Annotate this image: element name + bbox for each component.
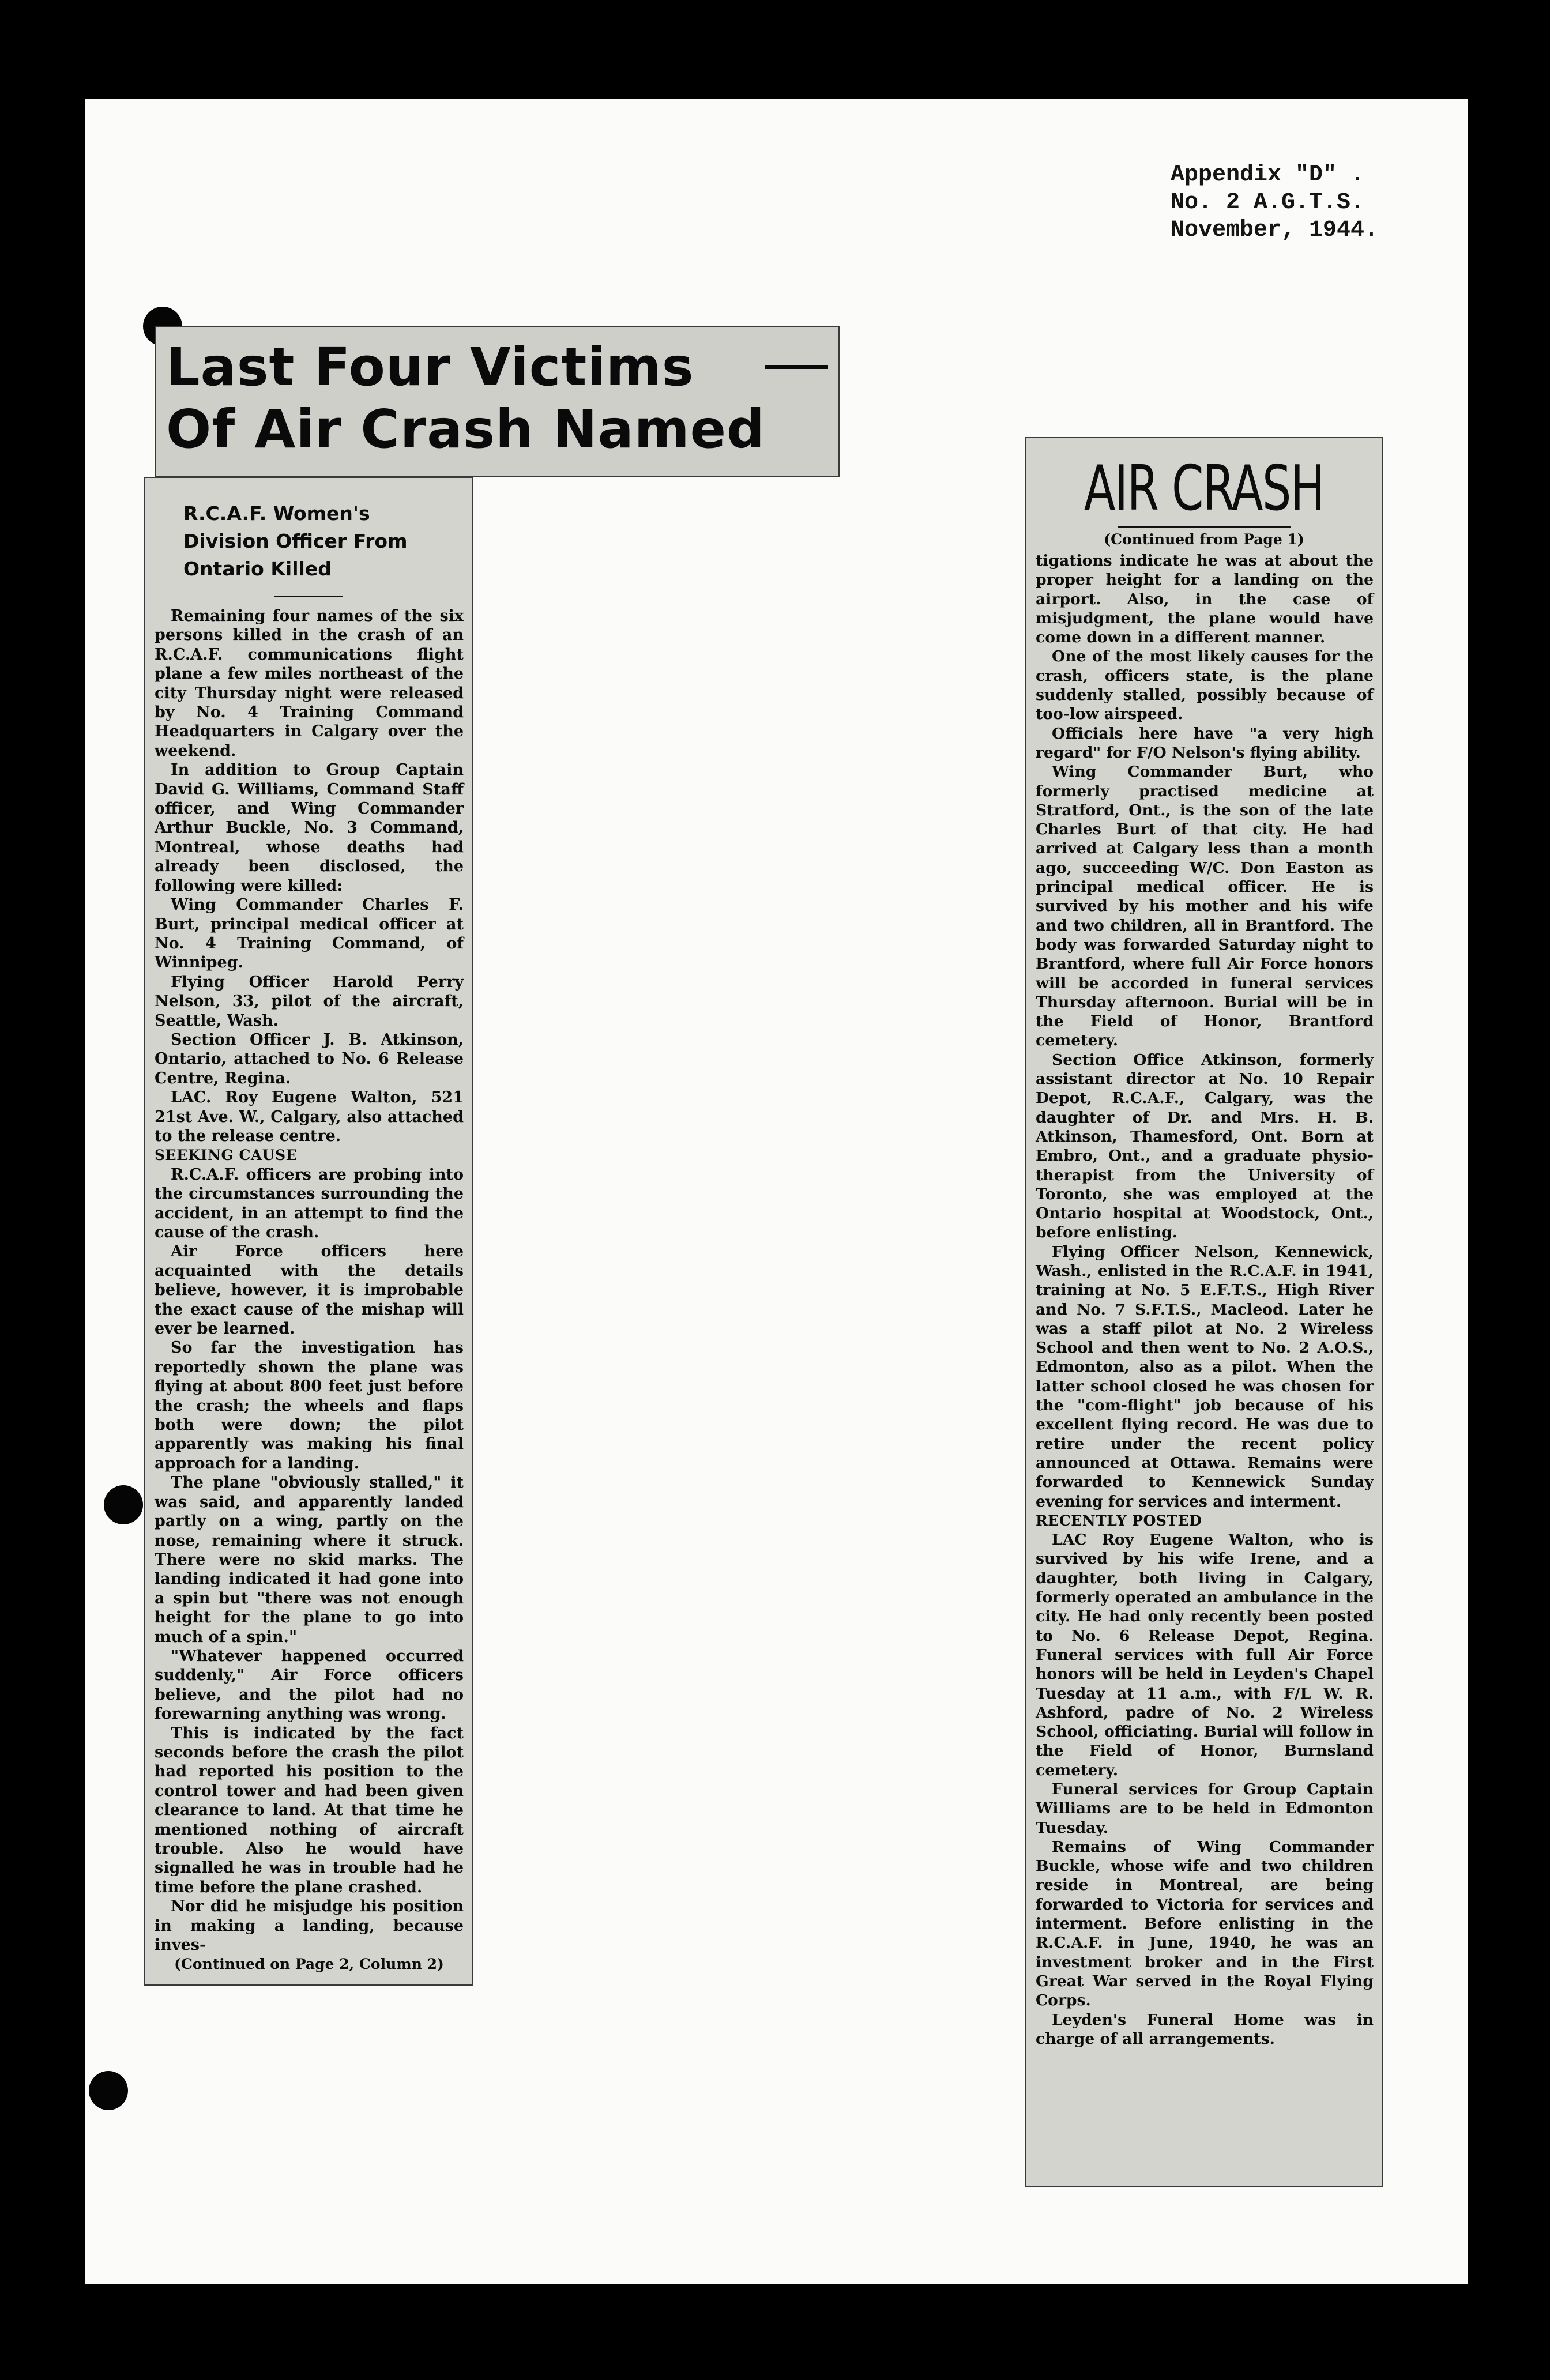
left-paragraph: Nor did he misjudge his position in making a landing, because inves-	[155, 1897, 464, 1955]
left-paragraph: Section Officer J. B. Atkinson, Ontario, attached to No. 6 Release Centre, Regina.	[155, 1030, 464, 1087]
appendix-line-1: Appendix "D" .	[1171, 162, 1365, 188]
right-paragraph: Funeral services for Group Captain Williams are to be held in Edmonton Tuesday.	[1036, 1780, 1374, 1837]
appendix-line-3: November, 1944.	[1171, 217, 1379, 243]
right-headline: AIR CRASH	[1084, 453, 1325, 525]
left-article-body	[144, 477, 473, 1986]
deck-rule	[274, 596, 343, 597]
left-paragraph: Wing Commander Charles F. Burt, principal medical officer at No. 4 Training Command, of Winnipeg.	[155, 896, 464, 972]
left-paragraph: In addition to Group Captain David G. Williams, Command Staff officer, and Wing Commander Arthur Buckle, No. 3 Command, Montreal, whose deaths had already been disclosed, the following were killed:	[155, 761, 464, 895]
punch-hole-4	[104, 1485, 143, 1524]
right-headline-rule	[1118, 526, 1291, 528]
right-paragraph: Section Office Atkinson, formerly assistant director at No. 10 Repair Depot, R.C.A.F., Calgary, was the daughter of Dr. and Mrs. H. B. Atkinson, Thamesford, Ont. Born at Embro, Ont., and a graduate physio-therapist from the University of Toronto, she was employed at the Ontario hospital at Woodstock, Ont., before enlisting.	[1036, 1050, 1374, 1242]
left-deck: R.C.A.F. Women's Division Officer From Ontario Killed	[183, 502, 408, 580]
right-article	[1025, 437, 1383, 2187]
right-paragraph: Remains of Wing Commander Buckle, whose wife and two children reside in Montreal, are being forwarded to Victoria for services and interment. Before enlisting in the R.C.A.F. in June, 1940, he was an investment broker and in the First Great War served in the Royal Flying Corps.	[1036, 1837, 1374, 2010]
left-subhead: SEEKING CAUSE	[155, 1147, 298, 1164]
right-paragraph: tigations indicate he was at about the proper height for a landing on the airport. Also, in the case of misjudgment, the plane would have come down in a different manner.	[1036, 552, 1374, 647]
left-paragraph: Remaining four names of the six persons killed in the crash of an R.C.A.F. communications flight plane a few miles northeast of the city Thursday night were released by No. 4 Training Command Headquarters in Calgary over the weekend.	[155, 607, 464, 760]
left-headline-line-1: Last Four Victims	[166, 336, 694, 398]
left-paragraph: LAC. Roy Eugene Walton, 521 21st Ave. W., Calgary, also attached to the release centre.	[155, 1089, 464, 1145]
appendix-line-2: No. 2 A.G.T.S.	[1171, 190, 1365, 216]
left-headline-line-2: Of Air Crash Named	[166, 398, 765, 460]
right-paragraph: Leyden's Funeral Home was in charge of all arrangements.	[1036, 2010, 1374, 2048]
left-paragraph: Flying Officer Harold Perry Nelson, 33, pilot of the aircraft, Seattle, Wash.	[155, 973, 464, 1030]
left-headline-box	[155, 326, 840, 477]
right-continued-label: (Continued from Page 1)	[1104, 531, 1304, 548]
left-text-column	[144, 607, 473, 1974]
right-paragraph: Flying Officer Nelson, Kennewick, Wash., enlisted in the R.C.A.F. in 1941, training at No. 5 E.F.T.S., High River and No. 7 S.F.T.S., Macleod. Later he was a staff pilot at No. 2 Wireless School and then went to No. 2 A.O.S., Edmonton, also as a pilot. When the latter school closed he was chosen for the "com-flight" job because of his excellent flying record. He was due to retire under the recent policy announced at Ottawa. Remains were forwarded to Kennewick Sunday evening for services and interment.	[1036, 1242, 1374, 1511]
appendix-label	[1171, 161, 1438, 244]
right-paragraph: Wing Commander Burt, who formerly practised medicine at Stratford, Ont., is the son of the late Charles Burt of that city. He had arrived at Calgary less than a month ago, succeeding W/C. Don Easton as principal medical officer. He is survived by his mother and his wife and two children, all in Brantford. The body was forwarded Saturday night to Brantford, where full Air Force honors will be accorded in funeral services Thursday afternoon. Burial will be in the Field of Honor, Brantford cemetery.	[1036, 763, 1374, 1050]
punch-hole-5	[89, 2071, 128, 2110]
left-paragraph: This is indicated by the fact seconds before the crash the pilot had reported his position to the control tower and had been given clearance to land. At that time he mentioned nothing of aircraft trouble. Also he would have signalled he was in trouble had he time before the plane crashed.	[155, 1724, 464, 1896]
headline-dash	[765, 365, 828, 369]
left-paragraph: "Whatever happened occurred suddenly," Air Force officers believe, and the pilot had no forewarning anything was wrong.	[155, 1647, 464, 1723]
right-paragraph: Officials here have "a very high regard" for F/O Nelson's flying ability.	[1036, 724, 1374, 762]
left-paragraph: So far the investigation has reportedly shown the plane was flying at about 800 feet just before the crash; the wheels and flaps both were down; the pilot apparently was making his final approach for a landing.	[155, 1339, 464, 1473]
right-paragraph: One of the most likely causes for the crash, officers state, is the plane suddenly stalled, possibly because of too-low airspeed.	[1036, 647, 1374, 724]
right-text-column	[1025, 551, 1383, 2048]
left-continued-footer: (Continued on Page 2, Column 2)	[174, 1956, 444, 1973]
left-paragraph: Air Force officers here acquainted with the details believe, however, it is improbable the exact cause of the mishap will ever be learned.	[155, 1242, 464, 1338]
left-paragraph: The plane "obviously stalled," it was said, and apparently landed partly on a wing, partly on the nose, remaining where it struck. There were no skid marks. The landing indicated it had gone into a spin but "there was not enough height for the plane to go into much of a spin."	[155, 1474, 464, 1646]
right-paragraph: LAC Roy Eugene Walton, who is survived by his wife Irene, and a daughter, both living in Calgary, formerly operated an ambulance in the city. He had only recently been posted to No. 6 Release Depot, Regina. Funeral services with full Air Force honors will be held in Leyden's Chapel Tuesday at 11 a.m., with F/L W. R. Ashford, padre of No. 2 Wireless School, officiating. Burial will follow in the Field of Honor, Burnsland cemetery.	[1036, 1531, 1374, 1779]
right-subhead: RECENTLY POSTED	[1036, 1512, 1202, 1529]
left-paragraph: R.C.A.F. officers are probing into the circumstances surrounding the accident, in an attempt to find the cause of the crash.	[155, 1165, 464, 1241]
